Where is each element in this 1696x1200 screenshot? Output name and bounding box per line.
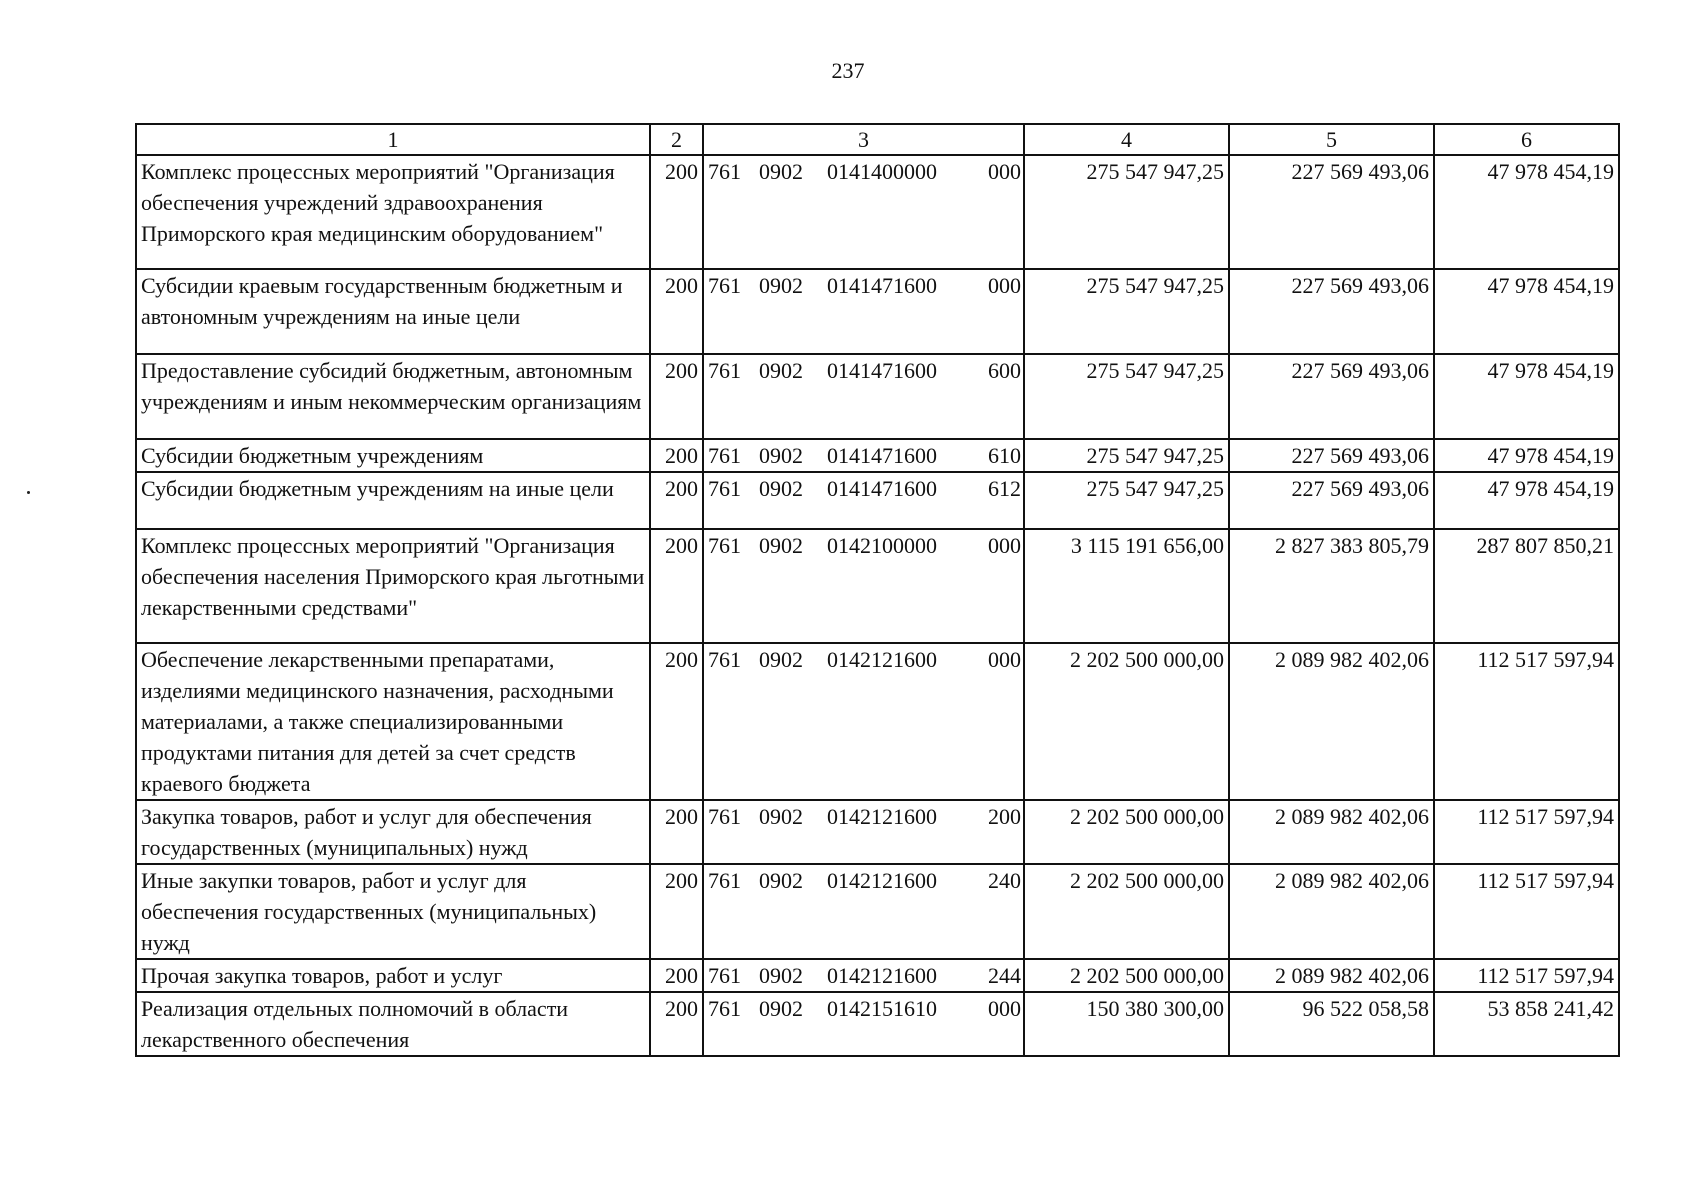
row-code-cell [703, 864, 1024, 959]
expense-type-code: 600 [988, 358, 1021, 383]
row-col5-amount: 227 569 493,06 [1229, 354, 1434, 439]
row-col4-amount: 3 115 191 656,00 [1024, 529, 1229, 643]
row-col5-amount: 2 827 383 805,79 [1229, 529, 1434, 643]
expense-type-code: 240 [988, 868, 1021, 893]
row-col4-amount: 275 547 947,25 [1024, 155, 1229, 269]
row-col5-amount: 2 089 982 402,06 [1229, 800, 1434, 864]
section-code: 0902 [759, 996, 803, 1021]
row-col6-amount: 287 807 850,21 [1434, 529, 1619, 643]
section-code: 0902 [759, 443, 803, 468]
row-col2-cell: 200 [650, 155, 703, 269]
target-article-code: 0141471600 [827, 358, 937, 383]
ved-code: 761 [708, 533, 741, 558]
row-col2-cell: 200 [650, 472, 703, 529]
expense-type-code: 000 [988, 533, 1021, 558]
row-col2-cell: 200 [650, 354, 703, 439]
row-name-cell: Субсидии бюджетным учреждениям [136, 439, 650, 472]
row-col5-amount: 227 569 493,06 [1229, 155, 1434, 269]
row-col2-cell: 200 [650, 959, 703, 992]
row-code-cell [703, 959, 1024, 992]
row-col4-amount: 150 380 300,00 [1024, 992, 1229, 1056]
expense-type-code: 000 [988, 273, 1021, 298]
row-col5-amount: 2 089 982 402,06 [1229, 959, 1434, 992]
table-row [136, 959, 1619, 992]
header-col-3: 3 [703, 124, 1024, 155]
row-col6-amount: 112 517 597,94 [1434, 643, 1619, 800]
target-article-code: 0142121600 [827, 963, 937, 988]
scan-dot [27, 491, 30, 494]
row-code-cell [703, 472, 1024, 529]
row-name-cell: Обеспечение лекарственными препаратами, изделиями медицинского назначения, расходными материалами, а также специализированными продуктами питания для детей за счет средств краевого бюджета [136, 643, 650, 800]
row-col5-amount: 227 569 493,06 [1229, 472, 1434, 529]
row-col6-amount: 112 517 597,94 [1434, 864, 1619, 959]
row-col4-amount: 2 202 500 000,00 [1024, 959, 1229, 992]
ved-code: 761 [708, 996, 741, 1021]
section-code: 0902 [759, 358, 803, 383]
row-col4-amount: 2 202 500 000,00 [1024, 643, 1229, 800]
expense-type-code: 244 [988, 963, 1021, 988]
table-row [136, 800, 1619, 864]
target-article-code: 0142121600 [827, 868, 937, 893]
row-code-cell [703, 155, 1024, 269]
ved-code: 761 [708, 963, 741, 988]
section-code: 0902 [759, 273, 803, 298]
row-code-cell [703, 269, 1024, 354]
row-col4-amount: 275 547 947,25 [1024, 269, 1229, 354]
row-col4-amount: 2 202 500 000,00 [1024, 800, 1229, 864]
target-article-code: 0141471600 [827, 443, 937, 468]
ved-code: 761 [708, 476, 741, 501]
expense-type-code: 000 [988, 159, 1021, 184]
row-col4-amount: 275 547 947,25 [1024, 439, 1229, 472]
header-col-4: 4 [1024, 124, 1229, 155]
row-col5-amount: 227 569 493,06 [1229, 439, 1434, 472]
ved-code: 761 [708, 273, 741, 298]
expense-type-code: 610 [988, 443, 1021, 468]
row-col5-amount: 227 569 493,06 [1229, 269, 1434, 354]
section-code: 0902 [759, 963, 803, 988]
row-col6-amount: 53 858 241,42 [1434, 992, 1619, 1056]
expense-type-code: 000 [988, 647, 1021, 672]
target-article-code: 0141471600 [827, 273, 937, 298]
table-row [136, 643, 1619, 800]
row-name-cell: Прочая закупка товаров, работ и услуг [136, 959, 650, 992]
row-col6-amount: 47 978 454,19 [1434, 155, 1619, 269]
page-number: 237 [831, 58, 865, 83]
expense-type-code: 000 [988, 996, 1021, 1021]
row-col6-amount: 112 517 597,94 [1434, 959, 1619, 992]
target-article-code: 0142121600 [827, 647, 937, 672]
row-code-cell [703, 800, 1024, 864]
row-name-cell: Реализация отдельных полномочий в области лекарственного обеспечения [136, 992, 650, 1056]
table-row [136, 155, 1619, 269]
row-col2-cell: 200 [650, 800, 703, 864]
budget-table [135, 123, 1620, 1057]
header-col-6: 6 [1434, 124, 1619, 155]
header-col-5: 5 [1229, 124, 1434, 155]
table-row [136, 529, 1619, 643]
row-name-cell: Иные закупки товаров, работ и услуг для обеспечения государственных (муниципальных) нужд [136, 864, 650, 959]
table-row [136, 269, 1619, 354]
section-code: 0902 [759, 159, 803, 184]
ved-code: 761 [708, 159, 741, 184]
row-col2-cell: 200 [650, 643, 703, 800]
section-code: 0902 [759, 647, 803, 672]
row-col2-cell: 200 [650, 992, 703, 1056]
ved-code: 761 [708, 443, 741, 468]
row-col6-amount: 47 978 454,19 [1434, 472, 1619, 529]
section-code: 0902 [759, 533, 803, 558]
header-col-1: 1 [136, 124, 650, 155]
table-body [136, 155, 1619, 1056]
target-article-code: 0142121600 [827, 804, 937, 829]
target-article-code: 0142100000 [827, 533, 937, 558]
header-row [136, 124, 1619, 155]
row-col4-amount: 275 547 947,25 [1024, 354, 1229, 439]
section-code: 0902 [759, 868, 803, 893]
target-article-code: 0141400000 [827, 159, 937, 184]
row-col6-amount: 47 978 454,19 [1434, 439, 1619, 472]
row-col5-amount: 96 522 058,58 [1229, 992, 1434, 1056]
row-col6-amount: 47 978 454,19 [1434, 354, 1619, 439]
row-col6-amount: 112 517 597,94 [1434, 800, 1619, 864]
row-col5-amount: 2 089 982 402,06 [1229, 643, 1434, 800]
row-name-cell: Субсидии бюджетным учреждениям на иные цели [136, 472, 650, 529]
row-col2-cell: 200 [650, 269, 703, 354]
row-code-cell [703, 354, 1024, 439]
ved-code: 761 [708, 804, 741, 829]
row-col2-cell: 200 [650, 529, 703, 643]
expense-type-code: 200 [988, 804, 1021, 829]
target-article-code: 0141471600 [827, 476, 937, 501]
row-col4-amount: 275 547 947,25 [1024, 472, 1229, 529]
table-row [136, 354, 1619, 439]
row-name-cell: Предоставление субсидий бюджетным, автономным учреждениям и иным некоммерческим организациям [136, 354, 650, 439]
table-row [136, 472, 1619, 529]
section-code: 0902 [759, 804, 803, 829]
row-col2-cell: 200 [650, 439, 703, 472]
ved-code: 761 [708, 358, 741, 383]
row-col6-amount: 47 978 454,19 [1434, 269, 1619, 354]
table-row [136, 439, 1619, 472]
section-code: 0902 [759, 476, 803, 501]
row-name-cell: Комплекс процессных мероприятий "Организация обеспечения учреждений здравоохранения Приморского края медицинским оборудованием" [136, 155, 650, 269]
row-col4-amount: 2 202 500 000,00 [1024, 864, 1229, 959]
row-name-cell: Субсидии краевым государственным бюджетным и автономным учреждениям на иные цели [136, 269, 650, 354]
row-code-cell [703, 529, 1024, 643]
row-name-cell: Комплекс процессных мероприятий "Организация обеспечения населения Приморского края льготными лекарственными средствами" [136, 529, 650, 643]
ved-code: 761 [708, 647, 741, 672]
table-row [136, 992, 1619, 1056]
row-code-cell [703, 992, 1024, 1056]
ved-code: 761 [708, 868, 741, 893]
row-col2-cell: 200 [650, 864, 703, 959]
expense-type-code: 612 [988, 476, 1021, 501]
row-code-cell [703, 439, 1024, 472]
header-col-2: 2 [650, 124, 703, 155]
row-code-cell [703, 643, 1024, 800]
target-article-code: 0142151610 [827, 996, 937, 1021]
row-col5-amount: 2 089 982 402,06 [1229, 864, 1434, 959]
table-row [136, 864, 1619, 959]
row-name-cell: Закупка товаров, работ и услуг для обеспечения государственных (муниципальных) нужд [136, 800, 650, 864]
